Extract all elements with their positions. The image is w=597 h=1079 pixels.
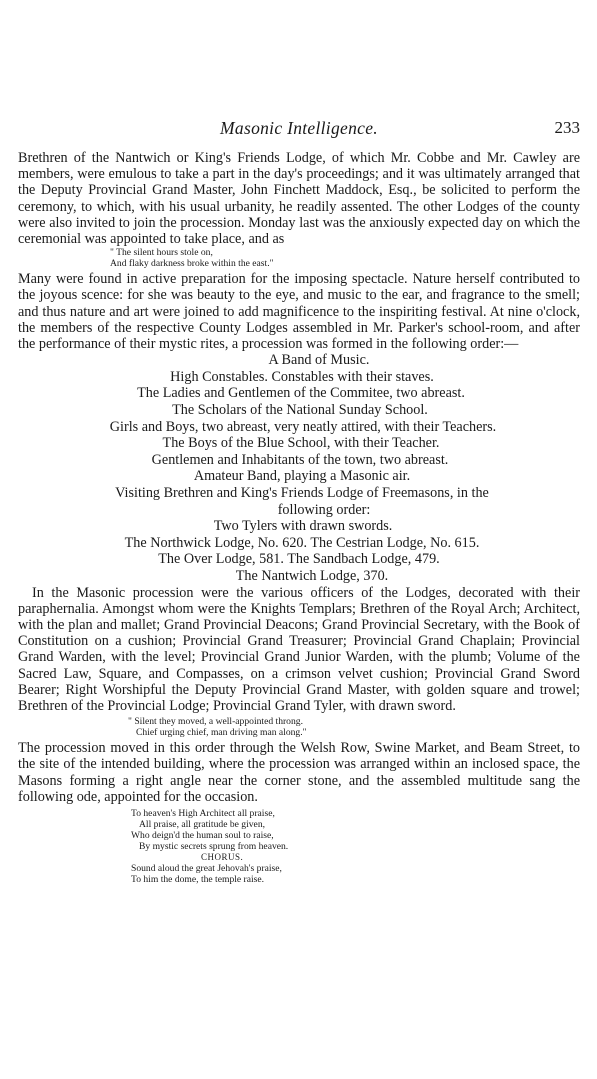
ode-line: All praise, all gratitude be given, [139,818,266,830]
ode-line: Who deign'd the human soul to raise, [131,829,274,841]
procession-order [18,352,580,584]
verse-line: " The silent hours stole on, [110,247,213,259]
paragraph-route: The procession moved in this order through the Welsh Row, Swine Market, and Beam Street, to the site of the intended building, where the procession was arranged within an inclosed space, the Masons forming a right angle near the corner stone, and the assembled multitude sang the following ode, appointed for the occasion. [18,740,580,805]
verse-quote-1 [18,247,580,269]
procession-line: High Constables. Constables with their staves. [170,368,434,385]
ode-line: To heaven's High Architect all praise, [131,807,275,819]
procession-line: Amateur Band, playing a Masonic air. [193,468,411,485]
procession-line: The Over Lodge, 581. The Sandbach Lodge, 479. [158,551,440,568]
ode-line: By mystic secrets sprung from heaven. [139,840,289,852]
paragraph-preparation: Many were found in active preparation for the imposing spectacle. Nature herself contributed to the joyous scence: for she was beauty to the eye, and music to the ear, and fragrance to the smell; and thus nature and art were joined to add magnificence to the inspiriting festival. At nine o'clock, the members of the respective County Lodges assembled in Mr. Parker's school-room, and after the performance of their mystic rites, a procession was formed in the following order:— [18,271,580,353]
ode [18,808,580,885]
verse-line: And flaky darkness broke within the east." [110,258,274,270]
procession-line: The Boys of the Blue School, with their Teacher. [162,435,440,452]
procession-line: The Ladies and Gentlemen of the Commitee, two abreast. [137,385,465,402]
running-title: Masonic Intelligence. [220,118,378,138]
verse-line: Chief urging chief, man driving man along." [136,727,307,739]
ode-line: To him the dome, the temple raise. [131,873,265,885]
ode-line: Sound aloud the great Jehovah's praise, [131,862,282,874]
procession-line: The Nantwich Lodge, 370. [235,567,389,584]
article-body [18,150,580,887]
paragraph-opening: Brethren of the Nantwich or King's Friends Lodge, of which Mr. Cobbe and Mr. Cawley are members, were emulous to take a part in the day's proceedings; and it was ultimately arranged that the Deputy Provincial Grand Master, John Finchett Maddock, Esq., be solicited to perform the ceremony, to which, with his usual urbanity, he readily assented. The other Lodges of the county were also invited to join the procession. Monday last was the anxiously expected day on which the ceremonial was appointed to take place, and as [18,150,580,248]
procession-line: The Northwick Lodge, No. 620. The Cestrian Lodge, No. 615. [124,534,480,551]
procession-line: The Scholars of the National Sunday School. [172,402,428,419]
procession-line: Gentlemen and Inhabitants of the town, two abreast. [151,451,449,468]
page-header [18,118,580,138]
verse-quote-2 [18,716,580,738]
procession-line: A Band of Music. [268,352,370,369]
procession-line: Two Tylers with drawn swords. [213,518,393,535]
procession-line: Girls and Boys, two abreast, very neatly attired, with their Teachers. [109,418,497,435]
procession-line: following order: [277,501,371,518]
chorus-heading: CHORUS. [201,851,244,862]
paragraph-officers: In the Masonic procession were the various officers of the Lodges, decorated with their paraphernalia. Amongst whom were the Knights Templars; Brethren of the Royal Arch; Architect, with the plan and mallet; Grand Provincial Deacons; Grand Provincial Secretary, with the Book of Constitution on a cushion; Provincial Grand Treasurer; Provincial Grand Chaplain; Provincial Grand Warden, with the level; Provincial Grand Junior Warden, with the plumb; Volume of the Sacred Law, Square, and Compasses, on a crimson velvet cushion; Provincial Grand Sword Bearer; Right Worshipful the Deputy Provincial Grand Master, with golden square and trowel; Brethren of the Provincial Lodge; Provincial Grand Tyler, with drawn sword. [18,584,580,714]
procession-line: Visiting Brethren and King's Friends Lodge of Freemasons, in the [115,484,489,501]
verse-line: " Silent they moved, a well-appointed throng. [128,716,303,728]
page-number: 233 [554,118,580,137]
